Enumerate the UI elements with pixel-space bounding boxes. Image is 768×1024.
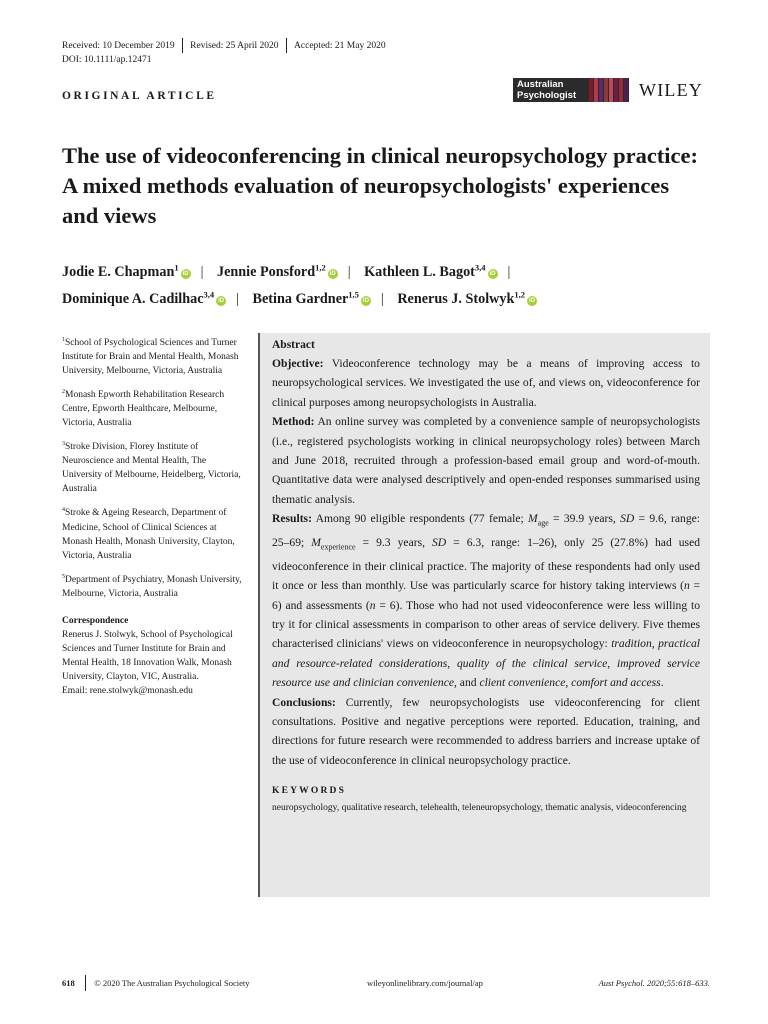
divider — [182, 38, 184, 53]
copyright: © 2020 The Australian Psychological Society — [94, 978, 250, 988]
results-text: Results: Among 90 eligible respondents (77 female; $M_{age} = 39.9$ years, SD = 9.6, range: 25–69; $M_{experience} = 9.3$ years, SD = 6.3, range: 1–26), only 25 (27.8%) had used videoconference in their clinical practice. The majority of these respondents had only used it once or less than monthly. Use was particularly scarce for history taking interviews (n = 6) and assessments (n = 6). Those who had not used videoconference were less willing to try it for clinical assessments in comparison to other areas of service delivery. Five themes characterised clinicians' views on videoconference in neuropsychology: tradition, practical and resource-related considerations, quality of the clinical service, improved service resource use and clinician convenience, and client convenience, comfort and access. — [272, 512, 701, 690]
conclusions-text: Currently, few neuropsychologists use videoconferencing for client consultations. Positive and negative perceptions were reported. Education, training, and directions for future research were recommended to address barriers and increase uptake of the use of videoconference in clinical neuropsychology practice. — [272, 695, 700, 767]
keywords-heading: KEYWORDS — [272, 786, 347, 797]
citation: Aust Psychol. 2020;55:618–633. — [598, 978, 710, 988]
author[interactable]: Dominique A. Cadilhac$^{3,4}$ — [62, 289, 215, 308]
journal-logo-text: Australian Psychologist — [513, 78, 589, 102]
divider — [85, 975, 87, 991]
logo-stripe — [624, 78, 628, 102]
affiliation: $^3$Stroke Division, Florey Institute of Neuroscience and Mental Health, The University of Melbourne, Heidelberg, Victoria, Australia — [62, 441, 241, 495]
journal-logo[interactable] — [513, 78, 629, 102]
journal-url[interactable]: wileyonlinelibrary.com/journal/ap — [367, 978, 483, 988]
author[interactable]: Jennie Ponsford$^{1,2}$ — [216, 262, 326, 280]
logo-stripe — [619, 78, 623, 102]
abstract-body — [272, 354, 700, 770]
correspondence-email[interactable]: Email: rene.stolwyk@monash.edu — [62, 685, 193, 696]
objective-label: Objective: — [272, 357, 324, 370]
article-dates — [62, 38, 386, 53]
author[interactable]: Jodie E. Chapman$^1$ — [62, 262, 179, 280]
results-label: Results: — [272, 512, 312, 526]
received-date: Received: 10 December 2019 — [62, 40, 175, 51]
logo-stripe — [614, 78, 618, 102]
logo-stripe — [594, 78, 598, 102]
orcid-icon[interactable]: iD — [489, 270, 496, 277]
article-type: ORIGINAL ARTICLE — [62, 90, 217, 102]
keywords-list: neuropsychology, qualitative research, telehealth, teleneuropsychology, thematic analysis, videoconferencing — [272, 803, 687, 814]
method-label: Method: — [272, 415, 315, 429]
accepted-date: Accepted: 21 May 2020 — [294, 40, 386, 51]
orcid-icon[interactable]: iD — [529, 298, 535, 305]
logo-stripe — [599, 78, 603, 102]
page-footer — [62, 975, 710, 991]
correspondence-address: Renerus J. Stolwyk, School of Psychological Sciences and Turner Institute for Brain and Mental Health, 18 Innovation Walk, Monash University, Clayton, VIC, Australia. Email: rene.stolwyk@monash.edu — [62, 629, 233, 696]
divider — [286, 38, 288, 53]
affiliation: $^5$Department of Psychiatry, Monash University, Melbourne, Victoria, Australia — [62, 573, 242, 599]
logo-stripe — [589, 78, 593, 102]
publisher-logo[interactable]: WILEY — [639, 80, 703, 100]
author[interactable]: Kathleen L. Bagot$^{3,4}$ — [364, 262, 486, 280]
journal-logo-stripes — [589, 78, 629, 102]
author[interactable]: Renerus J. Stolwyk$^{1,2}$ — [397, 289, 525, 308]
affiliation: $^4$Stroke & Ageing Research, Department of Medicine, School of Clinical Sciences at Monash Health, Monash University, Clayton, Victoria, Australia — [62, 507, 235, 561]
conclusions-label: Conclusions: — [272, 695, 336, 709]
logo-stripe — [609, 78, 613, 102]
revised-date: Revised: 25 April 2020 — [190, 40, 279, 51]
author[interactable]: Betina Gardner$^{1,5}$ — [252, 289, 359, 308]
orcid-icon[interactable]: iD — [329, 270, 336, 277]
orcid-icon[interactable]: iD — [362, 298, 369, 305]
affiliations — [62, 333, 247, 698]
affiliation: $^2$Monash Epworth Rehabilitation Research Centre, Epworth Healthcare, Melbourne, Victoria, Australia — [62, 389, 225, 429]
objective-text: Videoconference technology may be a means of improving access to neuropsychological services. We investigated the use of, and views on, videoconference for clinical purposes among neuropsychologists in Australia. — [272, 357, 700, 409]
article-title: The use of videoconferencing in clinical neuropsychology practice: A mixed methods evaluation of neuropsychologists' experiences and views — [62, 143, 699, 228]
affiliation: $^1$School of Psychological Sciences and Turner Institute for Brain and Mental Health, Monash University, Melbourne, Victoria, Australia — [62, 337, 239, 377]
abstract-heading: Abstract — [272, 339, 315, 351]
logo-stripe — [604, 78, 608, 102]
orcid-icon[interactable]: iD — [218, 298, 225, 305]
method-text: An online survey was completed by a convenience sample of neuropsychologists (i.e., registered psychologists working in clinical neuropsychology roles) between March and June 2018, recruited through a profession-based email group and word-of-mouth. Quantitative data were analysed descriptively and open-ended responses summarised using thematic analysis. — [272, 415, 700, 506]
author-list: Jodie E. Chapman$^1$iD | Jennie Ponsford$^{1,2}$iD | Kathleen L. Bagot$^{3,4}$iD | Dominique A. Cadilhac$^{3,4}$iD | Betina Gardner$^{1,5}$iD | Renerus J. Stolwyk$^{1,2}$iD — [62, 262, 535, 308]
page-number: 618 — [62, 978, 75, 988]
orcid-icon[interactable]: iD — [182, 270, 189, 277]
correspondence-heading: Correspondence — [62, 615, 129, 626]
doi[interactable]: DOI: 10.1111/ap.12471 — [62, 55, 152, 65]
abstract-box — [258, 333, 710, 897]
